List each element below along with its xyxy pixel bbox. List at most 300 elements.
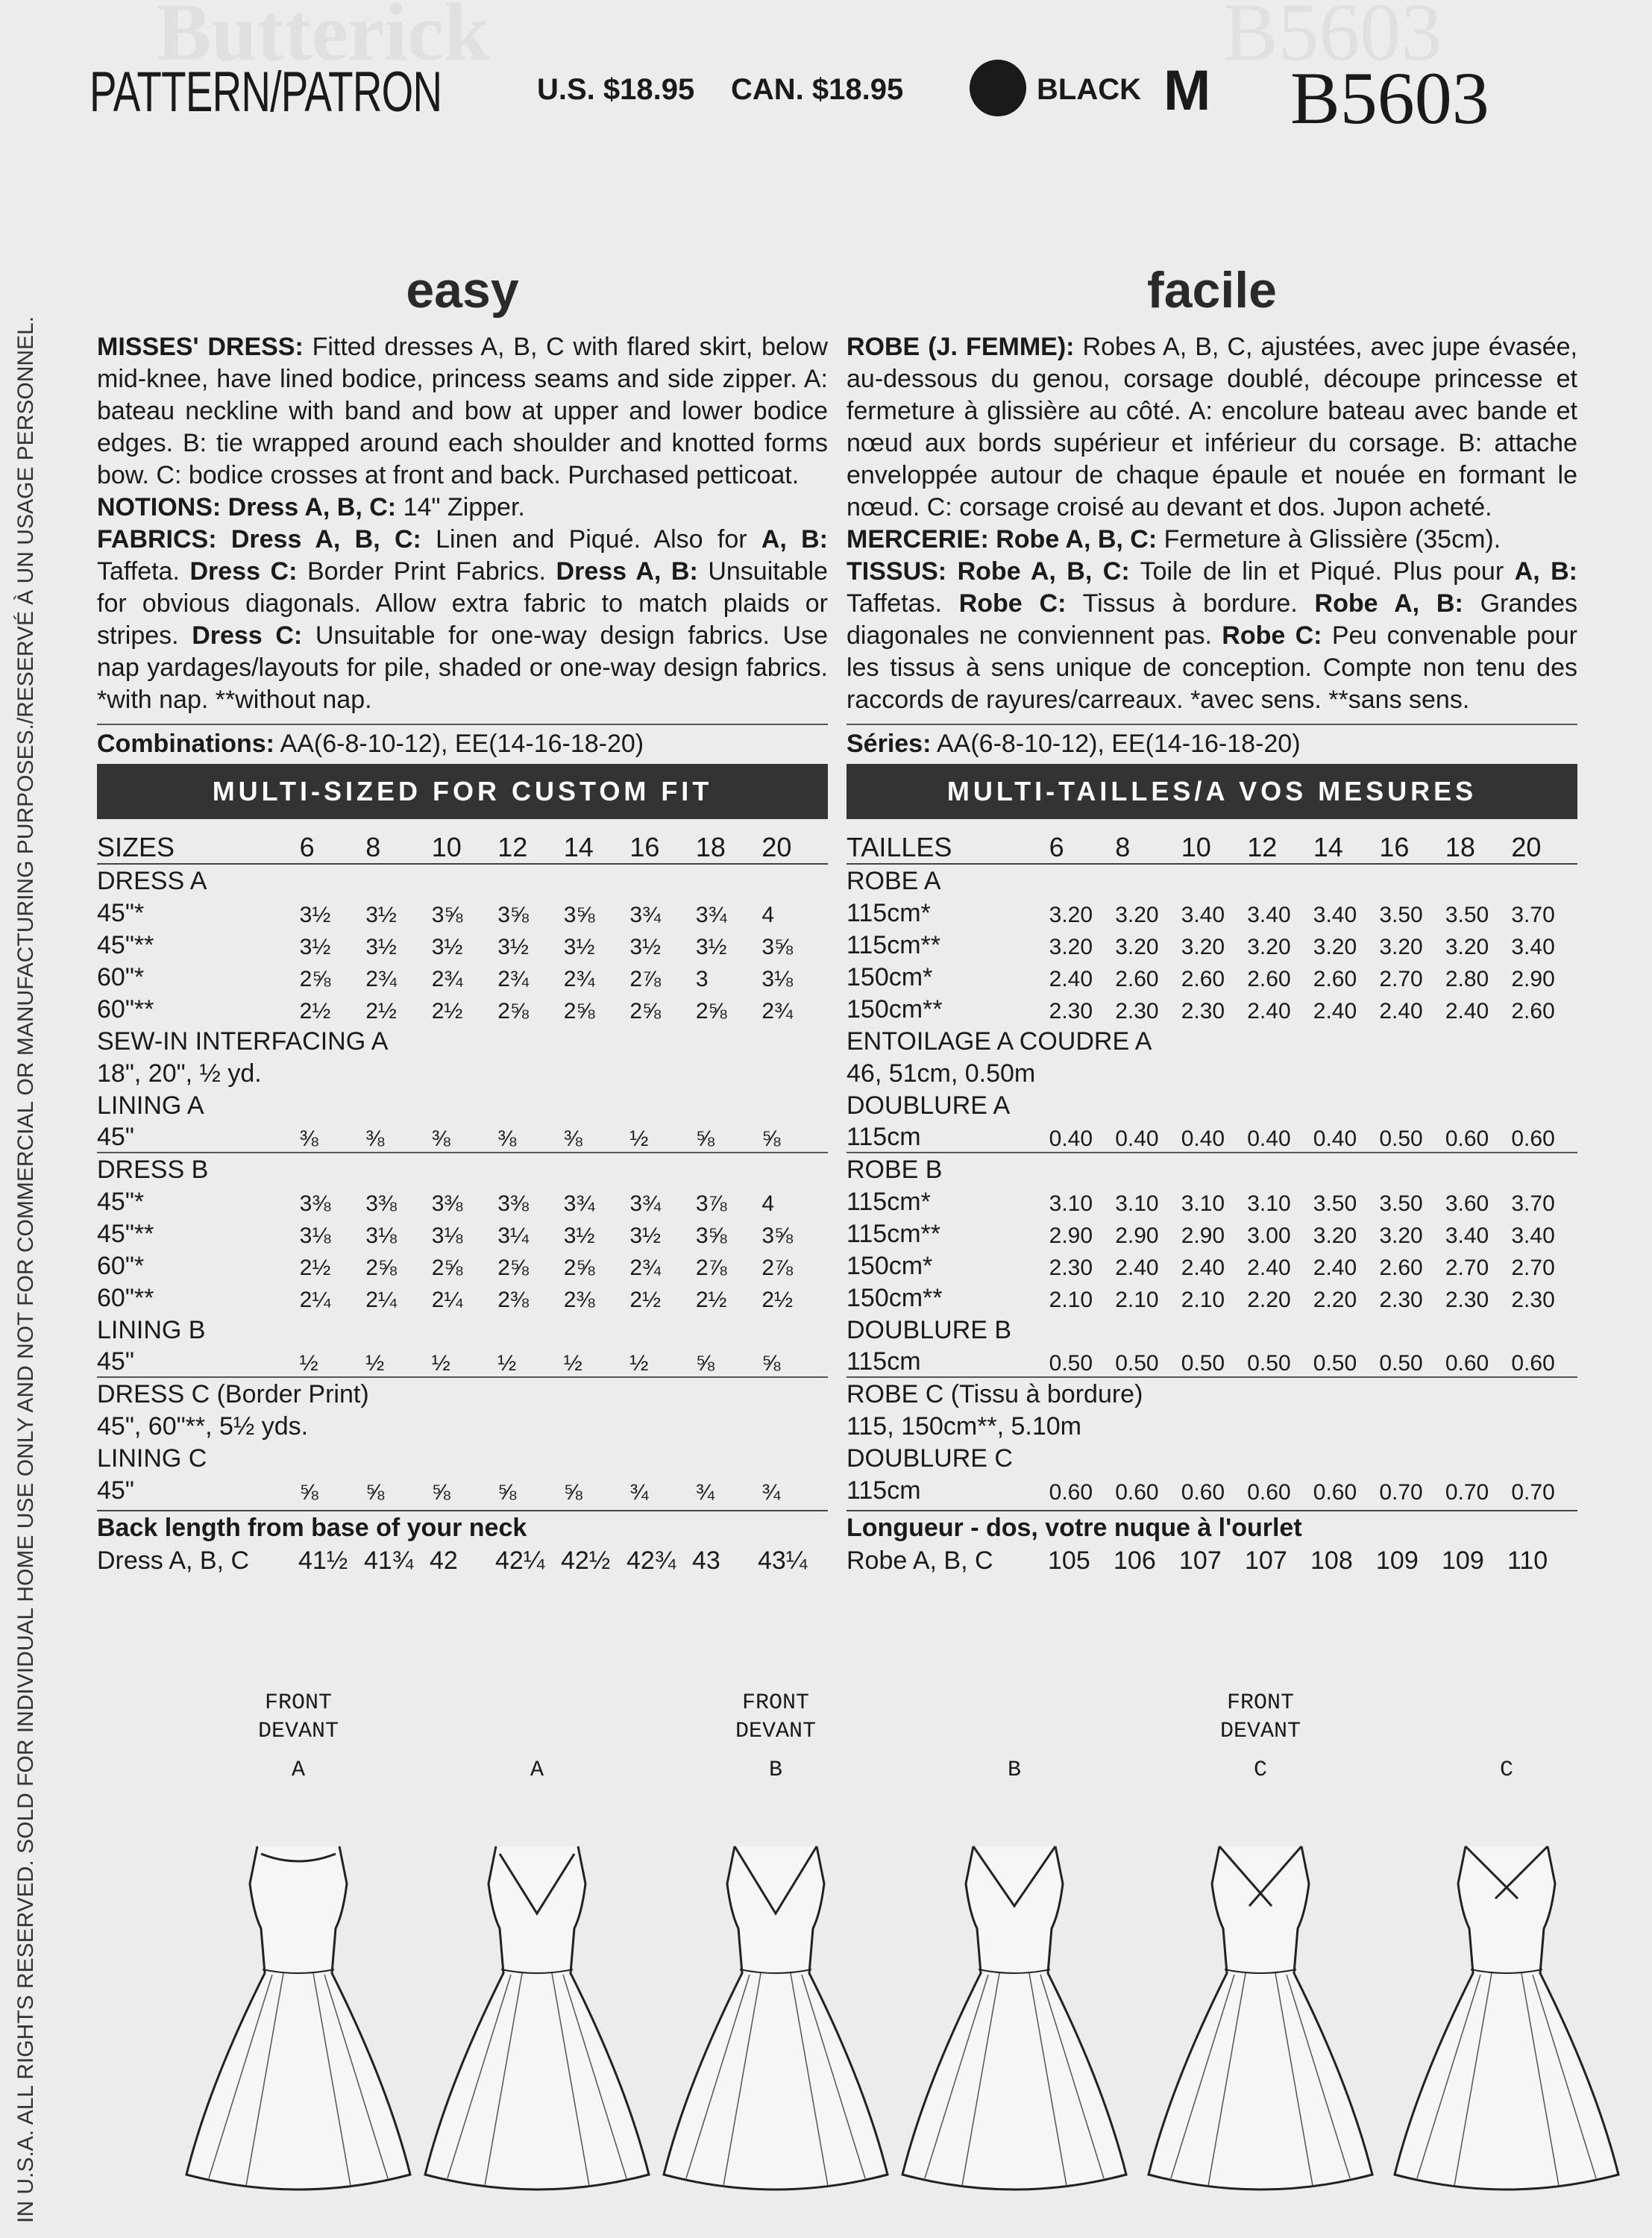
row-label: 115cm <box>847 1123 921 1151</box>
size-header: 16 <box>1379 822 1445 864</box>
dress-sketch-b-back <box>895 1690 1134 2212</box>
yardage-value: ⅜ <box>299 1126 318 1151</box>
dress-sketch-a-front <box>179 1690 418 2212</box>
yardage-value: 2.30 <box>1115 999 1159 1024</box>
yardage-value: 2.30 <box>1181 999 1225 1024</box>
sketch-view-letter: B <box>768 1758 782 1783</box>
sketch-subtitle: DEVANT <box>1219 1719 1301 1744</box>
yardage-value: 3½ <box>299 903 331 927</box>
yardage-value: 3.50 <box>1379 1191 1423 1216</box>
yardage-value: 2⅞ <box>761 1256 794 1280</box>
row-label: 150cm** <box>847 995 943 1024</box>
table-row <box>97 1024 828 1056</box>
yardage-value: 0.60 <box>1511 1126 1555 1151</box>
dress-sketch-a-back <box>418 1690 656 2212</box>
yardage-value: 3.10 <box>1181 1191 1225 1216</box>
yardage-value: 2.20 <box>1313 1288 1357 1312</box>
yardage-value: ⅝ <box>695 1351 714 1376</box>
yardage-value: 2.10 <box>1181 1288 1225 1312</box>
yardage-value: 2.40 <box>1313 999 1357 1024</box>
copyright-margin-text: IN U.S.A. ALL RIGHTS RESERVED. SOLD FOR INDIVIDUAL HOME USE ONLY AND NOT FOR COMMERCIAL OR MANUFACTURING PURPOSES./RESERVÉ À UN USAGE PERSONNEL. <box>13 316 38 2223</box>
table-row <box>97 864 828 896</box>
yardage-value: 3⅝ <box>761 1223 794 1248</box>
english-banner: MULTI-SIZED FOR CUSTOM FIT <box>97 764 828 819</box>
table-row <box>97 1281 828 1313</box>
fabrics-ab2: Dress A, B: <box>556 557 698 586</box>
yardage-value: 0.40 <box>1247 1126 1291 1151</box>
size-header: 20 <box>761 822 828 864</box>
yardage-value: 3.50 <box>1313 1191 1357 1216</box>
row-label: ROBE B <box>847 1153 1577 1185</box>
yardage-value: ⅝ <box>365 1480 385 1505</box>
table-row <box>847 992 1577 1024</box>
yardage-value: ½ <box>431 1351 450 1376</box>
size-header: 8 <box>365 822 432 864</box>
row-label: 60"** <box>97 995 154 1024</box>
yardage-value: 0.50 <box>1049 1351 1093 1376</box>
size-header: 14 <box>564 822 630 864</box>
size-header: 6 <box>300 822 366 864</box>
row-label: 60"* <box>97 963 145 991</box>
sizes-label: SIZES <box>97 822 300 864</box>
row-label: 45" <box>97 1123 134 1151</box>
yardage-value: 3.20 <box>1445 935 1489 959</box>
yardage-value: 3.70 <box>1511 903 1555 927</box>
back-length-value: 42 <box>430 1546 458 1575</box>
yardage-value: ⅜ <box>431 1126 450 1151</box>
yardage-value: 3.40 <box>1511 935 1555 959</box>
fabrics-text-1: Linen and Piqué. Also for <box>421 525 761 554</box>
dress-drawing <box>895 1802 1134 2204</box>
sizes-header-row <box>97 822 828 864</box>
yardage-value: 3.40 <box>1313 903 1357 927</box>
yardage-value: ½ <box>629 1351 649 1376</box>
sketch-view-letter: C <box>1253 1758 1267 1783</box>
notions-text: 14" Zipper. <box>396 493 525 521</box>
yardage-value: 2⅝ <box>563 1256 595 1280</box>
yardage-value: 3½ <box>695 935 727 959</box>
yardage-value: 2.20 <box>1247 1288 1291 1312</box>
back-length-row <box>847 1544 1577 1577</box>
fabrics-c2: Robe C: <box>1222 621 1322 650</box>
yardage-value: 0.60 <box>1445 1351 1489 1376</box>
yardage-value: 2.40 <box>1115 1256 1159 1280</box>
yardage-value: 0.60 <box>1181 1480 1225 1505</box>
yardage-value: 2.90 <box>1181 1223 1225 1248</box>
yardage-value: 2¼ <box>431 1288 463 1312</box>
yardage-value: 2.40 <box>1313 1256 1357 1280</box>
yardage-value: 3½ <box>629 1223 662 1248</box>
yardage-value: 2.90 <box>1049 1223 1093 1248</box>
fabrics-text-4: Unsuitable for obvious diagonals. Allow extra fabric to match plaids or stripes. <box>97 557 828 650</box>
yardage-value: 3.20 <box>1181 935 1225 959</box>
french-description <box>847 331 1577 716</box>
back-length-value: 107 <box>1245 1546 1287 1575</box>
yardage-value: ⅝ <box>761 1126 781 1151</box>
dress-drawing <box>418 1802 656 2204</box>
table-row <box>847 1281 1577 1313</box>
table-row <box>847 1409 1577 1441</box>
row-label: 115cm <box>847 1476 921 1505</box>
dress-drawing <box>1387 1802 1626 2204</box>
desc-title: MISSES' DRESS: <box>97 333 304 361</box>
yardage-value: 2.60 <box>1379 1256 1423 1280</box>
table-row <box>97 1120 828 1153</box>
yardage-value: ½ <box>299 1351 318 1376</box>
row-label: 45"* <box>97 899 145 927</box>
yardage-value: ¾ <box>629 1480 649 1505</box>
yardage-value: 2.30 <box>1049 1256 1093 1280</box>
sizes-header-row <box>847 822 1577 864</box>
fabrics-text-4: Grandes diagonales ne conviennent pas. <box>847 589 1577 650</box>
back-length-value: 41¾ <box>364 1546 414 1575</box>
dress-sketch-c-front <box>1141 1690 1380 2212</box>
yardage-value: 0.40 <box>1181 1126 1225 1151</box>
yardage-value: 3.20 <box>1115 935 1159 959</box>
yardage-value: 2½ <box>695 1288 727 1312</box>
yardage-value: ⅝ <box>431 1480 450 1505</box>
yardage-value: 3⅛ <box>299 1223 331 1248</box>
yardage-value: 2⅝ <box>563 999 595 1024</box>
yardage-value: 0.50 <box>1115 1351 1159 1376</box>
yardage-value: 4 <box>761 1191 775 1216</box>
size-header: 18 <box>1445 822 1512 864</box>
yardage-value: 0.70 <box>1445 1480 1489 1505</box>
yardage-value: 3⅝ <box>761 935 794 959</box>
yardage-value: 3⅝ <box>431 903 463 927</box>
table-row <box>97 1153 828 1185</box>
yardage-value: 3¾ <box>695 903 727 927</box>
yardage-value: 2.40 <box>1049 967 1093 991</box>
table-row <box>97 1185 828 1217</box>
yardage-value: 3⅛ <box>431 1223 463 1248</box>
sketch-view-letter: A <box>530 1758 544 1783</box>
yardage-value: 3½ <box>365 935 397 959</box>
row-label: 45" <box>97 1476 134 1505</box>
yardage-value: 0.50 <box>1313 1351 1357 1376</box>
yardage-value: 3¾ <box>629 903 662 927</box>
table-row <box>97 1056 828 1088</box>
yardage-value: 0.60 <box>1511 1351 1555 1376</box>
table-row <box>847 1088 1577 1120</box>
english-heading: easy <box>406 262 519 319</box>
fabrics-ab: A, B: <box>761 525 829 554</box>
yardage-value: 2.40 <box>1247 1256 1291 1280</box>
size-header: 20 <box>1511 822 1577 864</box>
table-row <box>97 896 828 928</box>
yardage-value: 2¾ <box>563 967 595 991</box>
row-label: 115cm* <box>847 1188 931 1216</box>
size-header: 12 <box>497 822 564 864</box>
back-length-value: 107 <box>1179 1546 1222 1575</box>
row-label: LINING C <box>97 1444 207 1473</box>
yardage-value: 0.60 <box>1247 1480 1291 1505</box>
yardage-value: 2.40 <box>1181 1256 1225 1280</box>
yardage-value: 2.30 <box>1445 1288 1489 1312</box>
yardage-value: 3.20 <box>1247 935 1291 959</box>
french-heading: facile <box>1147 262 1277 319</box>
yardage-value: 2⅝ <box>299 967 331 991</box>
desc-text: Robes A, B, C, ajustées, avec jupe évasée, au-dessous du genou, corsage doublé, découpe princesse et fermeture à glissière au côté. A: encolure bateau avec bande et nœud aux bords supérieur et inférieur du corsage. B: attache enveloppée autour de chaque épaule et nouée en formant le nœud. C: corsage croisé au devant et dos. Jupon acheté. <box>847 333 1577 521</box>
yardage-value: 2¾ <box>431 967 463 991</box>
table-row <box>97 1217 828 1249</box>
yardage-value: 0.40 <box>1115 1126 1159 1151</box>
table-row <box>847 864 1577 896</box>
yardage-value: 3⅜ <box>365 1191 397 1216</box>
yardage-value: 2.70 <box>1445 1256 1489 1280</box>
fabrics-title: FABRICS: Dress A, B, C: <box>97 525 421 554</box>
table-row <box>97 1249 828 1281</box>
yardage-value: 3½ <box>365 903 397 927</box>
yardage-value: 3⅜ <box>299 1191 331 1216</box>
french-column <box>847 261 1577 1577</box>
row-label: 150cm* <box>847 963 933 991</box>
yardage-value: 0.50 <box>1379 1351 1423 1376</box>
row-label: DRESS B <box>97 1153 828 1185</box>
row-label: 60"* <box>97 1252 145 1280</box>
table-row <box>97 992 828 1024</box>
row-label: DOUBLURE B <box>847 1316 1012 1344</box>
row-label: 45"* <box>97 1188 145 1216</box>
dress-sketch-b-front <box>656 1690 895 2212</box>
yardage-value: 2.40 <box>1379 999 1423 1024</box>
table-row <box>847 1024 1577 1056</box>
fabrics-text-1: Toile de lin et Piqué. Plus pour <box>1129 557 1515 586</box>
yardage-value: 0.70 <box>1379 1480 1423 1505</box>
table-row <box>847 1120 1577 1153</box>
fabrics-text-5: Peu convenable pour les tissus à sens unique de conception. Compte non tenu des raccords de rayures/carreaux. *avec sens. **sans sens. <box>847 621 1577 714</box>
sketch-view-letter: A <box>291 1758 305 1783</box>
yardage-value: 2⅝ <box>431 1256 463 1280</box>
yardage-value: 2.30 <box>1049 999 1093 1024</box>
row-label: 115cm <box>847 1347 921 1376</box>
yardage-value: 2½ <box>299 1256 331 1280</box>
yardage-value: ½ <box>563 1351 582 1376</box>
yardage-value: 2.30 <box>1511 1288 1555 1312</box>
yardage-value: 3.60 <box>1445 1191 1489 1216</box>
yardage-value: ⅝ <box>695 1126 714 1151</box>
fabrics-ab2: Robe A, B: <box>1314 589 1463 618</box>
table-row <box>97 1345 828 1377</box>
desc-text: Fitted dresses A, B, C with flared skirt, below mid-knee, have lined bodice, princess seams and side zipper. A: bateau neckline with band and bow at upper and lower bodice edges. B: tie wrapped around each shoulder and knotted forms bow. C: bodice crosses at front and back. Purchased petticoat. <box>97 333 828 489</box>
yardage-value: 2.10 <box>1115 1288 1159 1312</box>
table-row <box>847 1056 1577 1088</box>
yardage-value: 2⅝ <box>497 1256 529 1280</box>
combo-label: Combinations: <box>97 730 274 758</box>
back-length-label: Dress A, B, C <box>97 1546 250 1575</box>
yardage-value: 3½ <box>563 1223 595 1248</box>
yardage-value: 3.00 <box>1247 1223 1291 1248</box>
table-row <box>97 1441 828 1473</box>
yardage-value: 2¼ <box>365 1288 397 1312</box>
yardage-value: 3.20 <box>1115 903 1159 927</box>
desc-title: ROBE (J. FEMME): <box>847 333 1075 361</box>
row-label: 45"** <box>97 931 154 959</box>
yardage-value: 2.40 <box>1445 999 1489 1024</box>
combo-label: Séries: <box>847 730 932 758</box>
yardage-value: 3.40 <box>1181 903 1225 927</box>
yardage-value: ½ <box>629 1126 649 1151</box>
yardage-value: 3.50 <box>1445 903 1489 927</box>
yardage-value: 3.10 <box>1115 1191 1159 1216</box>
size-header: 16 <box>629 822 696 864</box>
yardage-value: 4 <box>761 903 775 927</box>
color-label: BLACK <box>1037 73 1141 106</box>
fabrics-title: TISSUS: Robe A, B, C: <box>847 557 1130 586</box>
yardage-value: 3.20 <box>1313 1223 1357 1248</box>
fabrics-c: Robe C: <box>958 589 1067 618</box>
yardage-value: 3.20 <box>1379 1223 1423 1248</box>
fabrics-text-2: Taffetas. <box>847 589 959 618</box>
table-row <box>847 1217 1577 1249</box>
yardage-value: 3½ <box>563 935 595 959</box>
yardage-value: 2.60 <box>1115 967 1159 991</box>
size-code: M <box>1163 59 1211 122</box>
row-label: ROBE C (Tissu à bordure) <box>847 1377 1577 1409</box>
yardage-value: ⅝ <box>761 1351 781 1376</box>
table-row <box>97 1473 828 1505</box>
yardage-value: 2.40 <box>1247 999 1291 1024</box>
back-length-value: 109 <box>1442 1546 1484 1575</box>
yardage-value: 2½ <box>365 999 397 1024</box>
row-label: 45"** <box>97 1220 154 1248</box>
yardage-value: 2½ <box>629 1288 662 1312</box>
table-row <box>97 960 828 992</box>
yardage-value: 3¾ <box>629 1191 662 1216</box>
yardage-value: 0.60 <box>1313 1480 1357 1505</box>
row-label: 45", 60"**, 5½ yds. <box>97 1412 309 1441</box>
back-length-row <box>97 1544 828 1577</box>
sketch-title: FRONT <box>264 1690 332 1716</box>
combo-text: AA(6-8-10-12), EE(14-16-18-20) <box>931 730 1301 758</box>
yardage-value: 2⅝ <box>365 1256 397 1280</box>
pattern-number: B5603 <box>1290 57 1489 140</box>
yardage-value: 0.50 <box>1379 1126 1423 1151</box>
sketch-view-letter: C <box>1499 1758 1513 1783</box>
row-label: 150cm** <box>847 1284 943 1312</box>
french-banner: MULTI-TAILLES/A VOS MESURES <box>847 764 1577 819</box>
yardage-value: 0.60 <box>1445 1126 1489 1151</box>
table-row <box>97 1409 828 1441</box>
yardage-value: 0.50 <box>1247 1351 1291 1376</box>
size-header: 6 <box>1049 822 1116 864</box>
yardage-value: ⅜ <box>497 1126 517 1151</box>
yardage-value: 3¾ <box>563 1191 595 1216</box>
fabrics-c: Dress C: <box>189 557 298 586</box>
yardage-value: 3½ <box>629 935 662 959</box>
yardage-value: 2.30 <box>1379 1288 1423 1312</box>
table-row <box>847 1473 1577 1505</box>
english-yardage-table <box>97 822 828 1505</box>
back-length-title: Longueur - dos, votre nuque à l'ourlet <box>847 1514 1302 1542</box>
yardage-value: 0.40 <box>1313 1126 1357 1151</box>
yardage-value: 2.60 <box>1313 967 1357 991</box>
size-header: 18 <box>696 822 762 864</box>
yardage-value: 2⅞ <box>629 967 662 991</box>
row-label: ENTOILAGE A COUDRE A <box>847 1027 1152 1056</box>
row-label: 46, 51cm, 0.50m <box>847 1059 1036 1088</box>
fabrics-text-2: Taffeta. <box>97 557 190 586</box>
dress-drawing <box>656 1802 895 2204</box>
yardage-value: 0.60 <box>1115 1480 1159 1505</box>
table-row <box>847 1345 1577 1377</box>
size-header: 14 <box>1313 822 1380 864</box>
row-label: 60"** <box>97 1284 154 1312</box>
sketch-title: FRONT <box>741 1690 809 1716</box>
yardage-value: 2¾ <box>629 1256 662 1280</box>
french-back-length <box>847 1510 1577 1577</box>
number-ghost-text: B5603 <box>1223 0 1442 78</box>
table-row <box>847 1249 1577 1281</box>
sketch-subtitle: DEVANT <box>257 1719 339 1744</box>
english-back-length <box>97 1510 828 1577</box>
yardage-value: 0.60 <box>1049 1480 1093 1505</box>
table-row <box>847 1441 1577 1473</box>
notions-title: NOTIONS: Dress A, B, C: <box>97 493 397 521</box>
color-swatch-dot <box>970 60 1026 116</box>
yardage-value: ½ <box>497 1351 517 1376</box>
pattern-label: PATTERN/PATRON <box>89 60 442 124</box>
row-label: 115, 150cm**, 5.10m <box>847 1412 1081 1441</box>
size-header: 10 <box>1181 822 1248 864</box>
combo-text: AA(6-8-10-12), EE(14-16-18-20) <box>274 730 644 758</box>
yardage-value: 2¾ <box>497 967 529 991</box>
back-length-title: Back length from base of your neck <box>97 1514 527 1542</box>
yardage-value: 2.90 <box>1511 967 1555 991</box>
yardage-value: 2¼ <box>299 1288 331 1312</box>
yardage-value: 3⅝ <box>563 903 595 927</box>
row-label: SEW-IN INTERFACING A <box>97 1027 389 1056</box>
table-row <box>847 1185 1577 1217</box>
back-length-value: 43¼ <box>758 1546 808 1575</box>
back-length-value: 42½ <box>561 1546 611 1575</box>
yardage-value: 2½ <box>431 999 463 1024</box>
yardage-value: 3 <box>695 967 709 991</box>
table-row <box>97 1313 828 1345</box>
pattern-header <box>89 52 1611 157</box>
yardage-value: 2⅜ <box>497 1288 529 1312</box>
yardage-value: 2.70 <box>1379 967 1423 991</box>
row-label: DRESS A <box>97 867 207 895</box>
yardage-value: ¾ <box>761 1480 781 1505</box>
yardage-value: 3½ <box>299 935 331 959</box>
table-row <box>847 1153 1577 1185</box>
brand-ghost-text: Butterick <box>157 0 490 78</box>
row-label: 115cm** <box>847 1220 940 1248</box>
fabrics-c2: Dress C: <box>192 621 303 650</box>
table-row <box>847 960 1577 992</box>
row-label: 115cm** <box>847 931 940 959</box>
yardage-value: ⅝ <box>299 1480 318 1505</box>
yardage-value: ⅜ <box>365 1126 385 1151</box>
yardage-value: 3.40 <box>1511 1223 1555 1248</box>
row-label: ROBE A <box>847 867 941 895</box>
english-column <box>97 261 828 1577</box>
yardage-value: 3⅝ <box>695 1223 727 1248</box>
yardage-value: 3⅞ <box>695 1191 727 1216</box>
table-row <box>97 1088 828 1120</box>
fabrics-text-3: Border Print Fabrics. <box>297 557 556 586</box>
table-row <box>847 1313 1577 1345</box>
row-label: LINING B <box>97 1316 206 1344</box>
yardage-value: 0.40 <box>1049 1126 1093 1151</box>
yardage-value: 2⅝ <box>497 999 529 1024</box>
row-label: 150cm* <box>847 1252 933 1280</box>
sketch-title: FRONT <box>1226 1690 1294 1716</box>
yardage-value: ⅝ <box>497 1480 517 1505</box>
row-label: 45" <box>97 1347 134 1376</box>
yardage-value: ½ <box>365 1351 385 1376</box>
